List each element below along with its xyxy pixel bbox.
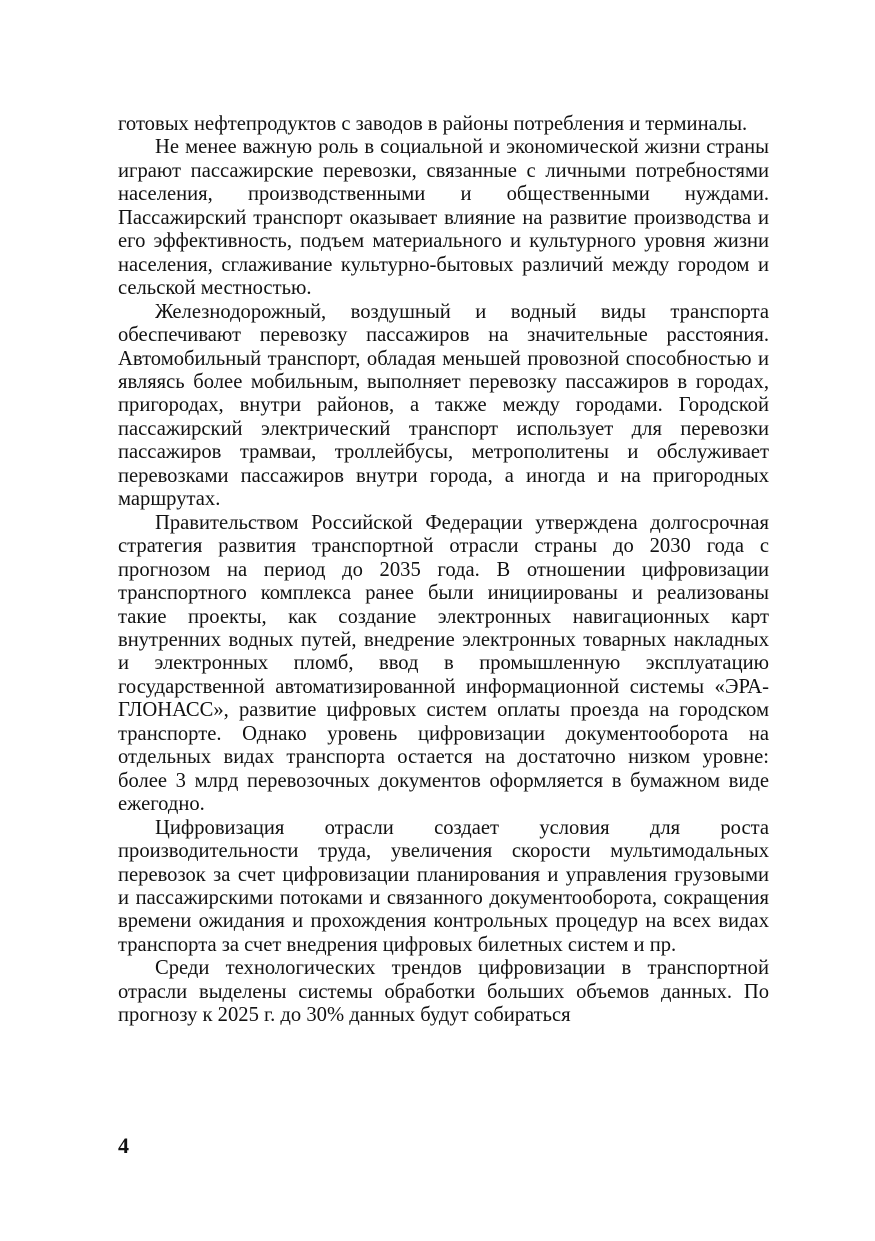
paragraph-transport-types: Железнодорожный, воздушный и водный виды транспорта обеспечивают перевозку пассажиров на значительные расстояния. Автомобильный транспорт, обладая меньшей провозной способностью и являясь более мобильным, выполняет перевозку пассажиров в городах, пригородах, внутри районов, а также между городами. Городской пассажирский электрический транспорт использует для перевозки пассажиров трамваи, троллейбусы, метрополитены и обслуживает перевозками пассажиров внутри города, а иногда и на пригородных маршрутах. — [118, 300, 769, 511]
paragraph-continuation: готовых нефтепродуктов с заводов в районы потребления и терминалы. — [118, 113, 748, 135]
paragraph-passenger-transport: Не менее важную роль в социальной и экономической жизни страны играют пассажирские перевозки, связанные с личными потребностями населения, производственными и общественными нуждами. Пассажирский транспорт оказывает влияние на развитие производства и его эффективность, подъем материального и культурного уровня жизни населения, сглаживание культурно-бытовых различий между городом и сельской местностью. — [118, 136, 769, 300]
paragraph-digitalization: Цифровизация отрасли создает условия для роста производительности труда, увеличения скорости мультимодальных перевозок за счет цифровизации планирования и управления грузовыми и пассажирскими потоками и связанного документооборота, сокращения времени ожидания и прохождения контрольных процедур на всех видах транспорта за счет внедрения цифровых билетных систем и пр. — [118, 816, 769, 956]
page-body — [118, 113, 769, 1028]
paragraph-trends: Среди технологических трендов цифровизации в транспортной отрасли выделены системы обработки больших объемов данных. По прогнозу к 2025 г. до 30% данных будут собираться — [118, 957, 769, 1027]
paragraph-strategy: Правительством Российской Федерации утверждена долгосрочная стратегия развития транспортной отрасли страны до 2030 года с прогнозом на период до 2035 года. В отношении цифровизации транспортного комплекса ранее были инициированы и реализованы такие проекты, как создание электронных навигационных карт внутренних водных путей, внедрение электронных товарных накладных и электронных пломб, ввод в промышленную эксплуатацию государственной автоматизированной информационной системы «ЭРА-ГЛОНАСС», развитие цифровых систем оплаты проезда на городском транспорте. Однако уровень цифровизации документооборота на отдельных видах транспорта остается на достаточно низком уровне: более 3 млрд перевозочных документов оформляется в бумажном виде ежегодно. — [118, 511, 769, 816]
page-number: 4 — [118, 1133, 129, 1158]
